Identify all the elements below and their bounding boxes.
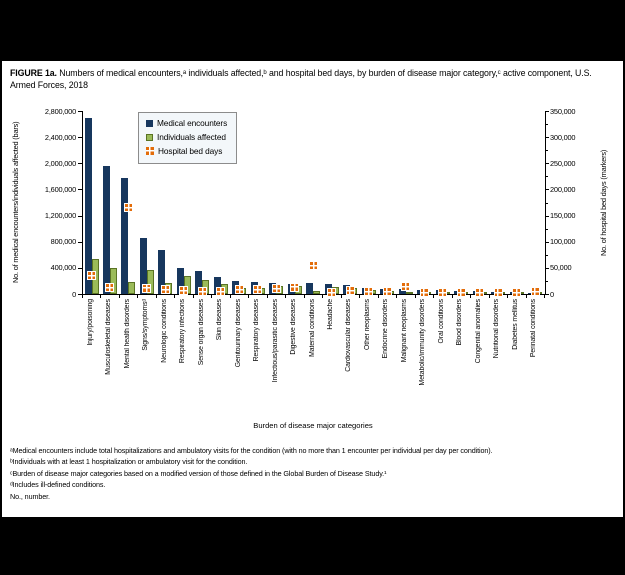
marker-hospital-bed-days [88,272,95,279]
chart-legend [138,112,237,164]
marker-hospital-bed-days [532,288,539,295]
category-label: Malignant neoplasms [400,299,408,363]
y-axis-right-minor-tick-mark [545,255,548,256]
y-axis-right-tick-label: 300,000 [550,132,576,142]
category-label: Neurologic conditions [160,299,168,363]
footnote-a: ᵃMedical encounters include total hospitalizations and ambulatory visits for the condition (with no more than 1 encounter per individual per day per condition). [10,446,493,455]
marker-hospital-bed-days [476,289,483,296]
figure-content-area [2,61,623,517]
x-axis-tick-mark [230,294,231,298]
x-axis-tick-mark [526,294,527,298]
bar-medical-encounters [85,118,92,294]
footnote-no: No., number. [10,491,50,501]
marker-hospital-bed-days [310,262,317,269]
footnote-d: ᵈIncludes ill-defined conditions. [10,480,106,490]
x-axis-tick-mark [341,294,342,298]
category-label: Genitourinary diseases [234,299,242,368]
marker-hospital-bed-days [421,289,428,296]
y-axis-left-tick-mark [78,189,82,190]
figure-title-text: Numbers of medical encounters,ᵃ individuals affected,ᵇ and hospital bed days, by burden of disease major category,ᶜ active component, U.S. Armed Forces, 2018 [10,68,592,90]
marker-hospital-bed-days [384,288,391,295]
category-label: Sense organ diseases [197,299,205,366]
marker-hospital-bed-days [365,288,372,295]
marker-hospital-bed-days [328,289,335,296]
category-label: Injury/poisoning [86,299,94,346]
legend-label: Medical encounters [157,118,228,128]
y-axis-right-tick-mark [545,163,549,164]
y-axis-left-tick-mark [78,216,82,217]
individuals-affected-swatch-icon [146,134,153,141]
y-axis-right-tick-mark [545,189,549,190]
bar-individuals-affected [128,282,135,294]
y-axis-right-tick-label: 100,000 [550,237,576,247]
marker-hospital-bed-days [180,287,187,294]
x-axis-tick-mark [211,294,212,298]
x-axis-tick-mark [359,294,360,298]
y-axis-title-right: No. of hospital bed days (markers) [599,149,608,256]
marker-hospital-bed-days [106,284,113,291]
legend-label: Individuals affected [157,132,226,142]
y-axis-right-tick-mark [545,111,549,112]
category-label: Signs/symptomsᵈ [142,299,150,351]
legend-item-individuals-affected [146,132,227,142]
x-axis-tick-mark [452,294,453,298]
marker-hospital-bed-days [347,287,354,294]
x-axis-tick-mark [489,294,490,298]
x-axis-tick-mark [507,294,508,298]
y-axis-right-tick-mark [545,294,549,295]
y-axis-left-tick-label: 1,600,000 [44,184,76,194]
marker-hospital-bed-days [199,288,206,295]
x-axis-tick-mark [119,294,120,298]
y-axis-left-tick-label: 2,400,000 [44,132,76,142]
y-axis-left-tick-label: 1,200,000 [44,211,76,221]
x-axis-tick-mark [396,294,397,298]
y-axis-right-minor-tick-mark [545,124,548,125]
y-axis-right-tick-label: 0 [550,289,554,299]
x-axis-tick-mark [248,294,249,298]
figure-number: FIGURE 1a. [10,68,57,78]
y-axis-right-tick-mark [545,242,549,243]
marker-hospital-bed-days [125,204,132,211]
bar-medical-encounters [306,283,313,294]
footnote-b: ᵇIndividuals with at least 1 hospitalization or ambulatory visit for the condition. [10,457,248,467]
legend-label: Hospital bed days [158,146,223,156]
y-axis-left-tick-mark [78,163,82,164]
x-axis-tick-mark [544,294,545,298]
category-label: Nutritional disorders [493,299,501,359]
marker-hospital-bed-days [217,288,224,295]
x-axis-tick-mark [415,294,416,298]
marker-hospital-bed-days [143,285,150,292]
category-label: Mental health disorders [123,299,131,369]
y-axis-right-minor-tick-mark [545,229,548,230]
y-axis-right-minor-tick-mark [545,176,548,177]
x-axis-tick-mark [285,294,286,298]
y-axis-left-tick-label: 400,000 [50,263,76,273]
x-axis-tick-mark [378,294,379,298]
marker-hospital-bed-days [162,286,169,293]
marker-hospital-bed-days [236,286,243,293]
category-label: Congenital anomalies [474,299,482,364]
marker-hospital-bed-days [458,289,465,296]
y-axis-right-minor-tick-mark [545,150,548,151]
category-label: Respiratory infections [179,299,187,364]
marker-hospital-bed-days [513,289,520,296]
x-axis-tick-mark [137,294,138,298]
marker-hospital-bed-days [273,285,280,292]
y-axis-right-tick-mark [545,268,549,269]
marker-hospital-bed-days [254,286,261,293]
y-axis-left-tick-mark [78,242,82,243]
bar-medical-encounters [103,166,110,294]
x-axis-tick-mark [156,294,157,298]
marker-hospital-bed-days [495,289,502,296]
y-axis-title-left: No. of medical encounters/individuals affected (bars) [11,121,20,284]
x-axis-tick-mark [322,294,323,298]
marker-hospital-bed-days [439,289,446,296]
marker-hospital-bed-days [291,284,298,291]
footnotes [10,445,493,502]
figure-title [10,68,616,91]
category-label: Digestive diseases [290,299,298,355]
legend-item-medical-encounters [146,118,227,128]
y-axis-right-tick-mark [545,137,549,138]
category-label: Endocrine disorders [382,299,390,359]
x-axis-tick-mark [470,294,471,298]
category-label: Diabetes mellitus [511,299,519,350]
y-axis-left-tick-label: 800,000 [50,237,76,247]
x-axis-tick-mark [193,294,194,298]
y-axis-left-tick-label: 2,000,000 [44,158,76,168]
y-axis-left-tick-label: 0 [72,289,76,299]
category-label: Respiratory diseases [253,299,261,362]
legend-item-hospital-bed-days [146,146,227,156]
y-axis-right-tick-label: 250,000 [550,158,576,168]
y-axis-right-tick-label: 200,000 [550,184,576,194]
x-axis-tick-mark [82,294,83,298]
y-axis-right-minor-tick-mark [545,281,548,282]
y-axis-left-tick-mark [78,268,82,269]
category-label: Musculoskeletal diseases [105,299,113,375]
hospital-bed-days-marker-icon [146,147,154,155]
y-axis-left-tick-mark [78,137,82,138]
x-axis-tick-mark [174,294,175,298]
marker-hospital-bed-days [402,283,409,290]
y-axis-left-tick-label: 2,800,000 [44,106,76,116]
category-label: Cardiovascular diseases [345,299,353,372]
category-label: Perinatal conditions [530,299,538,358]
bar-individuals-affected [313,291,320,294]
category-label: Blood disorders [456,299,464,346]
x-axis-title: Burden of disease major categories [253,421,373,430]
x-axis-tick-mark [433,294,434,298]
y-axis-right-tick-mark [545,216,549,217]
category-label: Metabolic/immunity disorders [419,299,427,386]
y-axis-right-tick-label: 50,000 [550,263,572,273]
category-label: Skin diseases [216,299,224,341]
x-axis-tick-mark [100,294,101,298]
y-axis-right-tick-label: 350,000 [550,106,576,116]
y-axis-left-tick-mark [78,111,82,112]
x-axis-tick-mark [267,294,268,298]
bar-individuals-affected [406,292,413,294]
category-label: Headache [326,299,334,330]
footnote-c: ᶜBurden of disease major categories based on a modified version of those defined in the Global Burden of Disease Study.¹ [10,468,387,478]
category-label: Infectious/parasitic diseases [271,299,279,383]
bar-medical-encounters [121,178,128,294]
x-axis-tick-mark [304,294,305,298]
category-label: Other neoplasms [363,299,371,350]
medical-encounters-swatch-icon [146,120,153,127]
y-axis-right-minor-tick-mark [545,203,548,204]
category-label: Maternal conditions [308,299,316,357]
category-label: Oral conditions [437,299,445,344]
y-axis-right-tick-label: 150,000 [550,211,576,221]
